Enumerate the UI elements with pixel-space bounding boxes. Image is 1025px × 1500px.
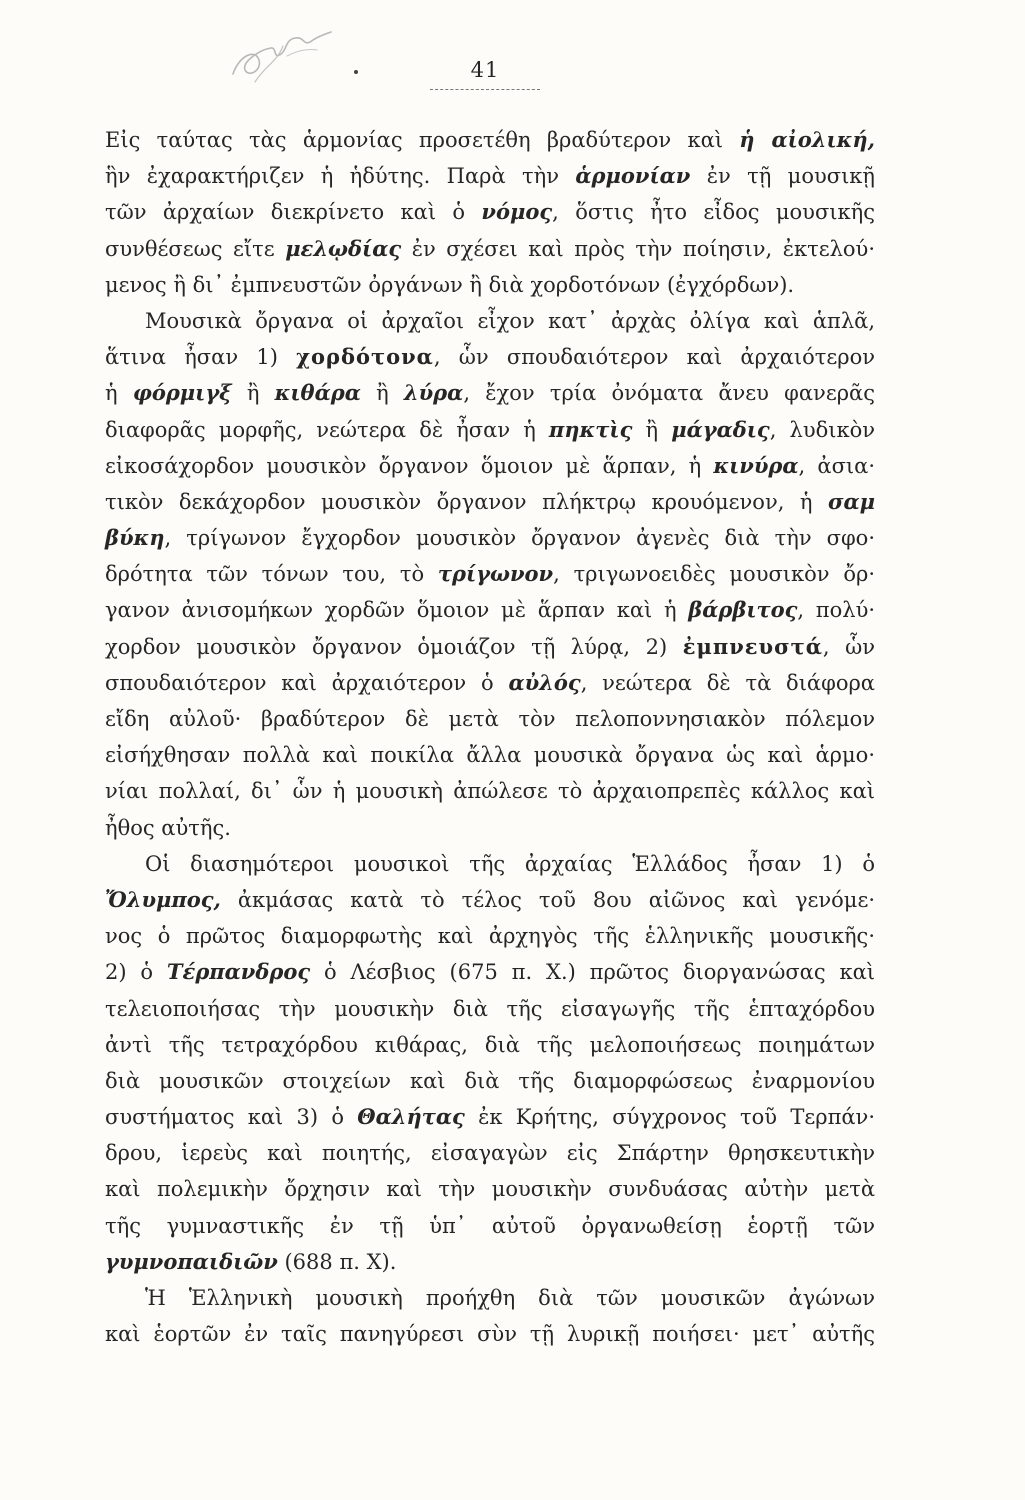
text-run: , λυδικὸν (769, 417, 875, 442)
text-run: ἢ (231, 381, 275, 406)
emphasized-term: βάρβιτος (688, 597, 798, 623)
text-run: , ἀσια· (798, 453, 875, 478)
text-run: διαφορᾶς μορφῆς, νεώτερα δὲ ἦσαν ἡ (105, 417, 549, 442)
text-line (105, 773, 875, 809)
emphasized-term: μελῳδίας (285, 235, 402, 261)
text-line (105, 375, 875, 411)
text-run: σπουδαιότερον καὶ ἀρχαιότερον ὁ (105, 670, 509, 695)
text-line (105, 1027, 875, 1063)
page-number: 41 (470, 58, 500, 82)
emphasized-term: κιθάρα (274, 380, 361, 406)
text-run: Ἡ Ἑλληνικὴ μουσικὴ προήχθη διὰ τῶν μουσικῶν ἀγώνων (145, 1286, 875, 1310)
text-line (105, 267, 875, 303)
emphasized-term: ἁρμονίαν (575, 163, 691, 189)
text-line (105, 1135, 875, 1171)
text-line (105, 629, 875, 665)
text-run: τικὸν δεκάχορδον μουσικὸν ὄργανον πλήκτρῳ κρουόμενον, ἡ (105, 489, 828, 514)
text-line (105, 954, 875, 990)
emphasized-term: χορδότονα (296, 344, 434, 370)
text-line (105, 158, 875, 194)
text-run: ἦθος αὐτῆς. (105, 815, 231, 840)
text-line (105, 448, 875, 484)
text-run: μενος ἢ δι᾽ ἐμπνευστῶν ὀργάνων ἢ διὰ χορδοτόνων (ἐγχόρδων). (105, 272, 795, 297)
text-run: δρου, ἱερεὺς καὶ ποιητής, εἰσαγαγὼν εἰς Σπάρτην θρησκευτικὴν (105, 1141, 875, 1166)
text-run: χορδον μουσικὸν ὄργανον ὁμοιάζον τῇ λύρᾳ, 2) (105, 634, 683, 659)
text-line (105, 194, 875, 230)
text-run: νος ὁ πρῶτος διαμορφωτὴς καὶ ἀρχηγὸς τῆς ἑλληνικῆς μουσικῆς· (105, 924, 875, 949)
text-line (105, 484, 875, 520)
text-run: καὶ πολεμικὴν ὄρχησιν καὶ τὴν μουσικὴν συνδυάσας αὐτὴν μετὰ (105, 1177, 875, 1202)
emphasized-term: αὐλός (508, 669, 581, 695)
text-run: δρότητα τῶν τόνων του, τὸ (105, 562, 438, 587)
text-run: τῶν ἀρχαίων διεκρίνετο καὶ ὁ (105, 200, 482, 225)
text-run: , πολύ· (797, 598, 876, 623)
text-run: καὶ ἑορτῶν ἐν ταῖς πανηγύρεσι σὺν τῇ λυρικῇ ποιήσει· μετ᾽ αὐτῆς (105, 1322, 875, 1347)
text-run: τῆς γυμναστικῆς ἐν τῇ ὑπ᾽ αὐτοῦ ὀργανωθείσῃ ἑορτῇ τῶν (105, 1213, 875, 1238)
emphasized-term: κινύρα (713, 452, 799, 478)
text-line (105, 701, 875, 737)
handwritten-signature (225, 26, 335, 96)
text-run: Οἱ διασημότεροι μουσικοὶ τῆς ἀρχαίας Ἑλλάδος ἦσαν 1) ὁ (145, 851, 875, 876)
emphasized-term: ἐμπνευστά (682, 633, 823, 659)
text-run: (688 π. Χ). (277, 1249, 397, 1274)
text-line (105, 1316, 875, 1352)
emphasized-term: φόρμιγξ (132, 380, 232, 406)
emphasized-term: Τέρπανδρος (166, 959, 311, 985)
text-run: ἅτινα ἦσαν 1) (105, 345, 297, 370)
text-run: ἐν τῇ μουσικῇ (690, 164, 876, 189)
page-number-rule (430, 89, 540, 90)
text-line (105, 1099, 875, 1135)
text-run: εἴδη αὐλοῦ· βραδύτερον δὲ μετὰ τὸν πελοποννησιακὸν πόλεμον (105, 707, 875, 731)
text-line (105, 991, 875, 1027)
text-line (105, 1063, 875, 1099)
text-line (105, 1280, 875, 1316)
text-run: Εἰς ταύτας τὰς ἁρμονίας προσετέθη βραδύτερον καὶ (105, 128, 740, 152)
emphasized-term: βύκη (105, 525, 165, 551)
emphasized-term: λύρα (403, 380, 464, 406)
text-run: , νεώτερα δὲ τὰ διάφορα (580, 670, 875, 695)
text-run: γανον ἀνισομήκων χορδῶν ὅμοιον μὲ ἅρπαν καὶ ἡ (105, 598, 689, 623)
text-run: , ὅστις ἦτο εἶδος μουσικῆς (552, 200, 875, 225)
emphasized-term: μάγαδις (671, 416, 770, 442)
text-line (105, 520, 875, 556)
text-line (105, 737, 875, 773)
text-run: , ὧν σπουδαιότερον καὶ ἀρχαιότερον (433, 345, 875, 370)
text-line (105, 1171, 875, 1207)
text-run: ἢ (632, 417, 672, 442)
text-run: , ὧν (822, 634, 875, 659)
text-run: συστήματος καὶ 3) ὁ (105, 1105, 358, 1130)
text-run: ἀντὶ τῆς τετραχόρδου κιθάρας, διὰ τῆς μελοποιήσεως ποιημάτων (105, 1032, 875, 1057)
emphasized-term: τρίγωνον (437, 561, 554, 587)
text-line (105, 592, 875, 628)
text-run: εἰσήχθησαν πολλὰ καὶ ποικίλα ἄλλα μουσικὰ ὄργανα ὡς καὶ ἁρμο· (105, 743, 875, 768)
text-run: ὁ Λέσβιος (675 π. Χ.) πρῶτος διοργανώσας καὶ (310, 960, 875, 985)
text-run: ἢ (360, 381, 404, 406)
text-line (105, 882, 875, 918)
text-run: , τρίγωνον ἔγχορδον μουσικὸν ὄργανον ἀγενὲς διὰ τὴν σφο· (164, 526, 875, 551)
text-run: ἀκμάσας κατὰ τὸ τέλος τοῦ 8ου αἰῶνος καὶ γενόμε· (220, 887, 875, 912)
text-line (105, 1244, 875, 1280)
stray-mark (354, 70, 358, 74)
text-run: , τριγωνοειδὲς μουσικὸν ὄρ· (553, 562, 875, 587)
emphasized-term: γυμνοπαιδιῶν (105, 1248, 278, 1274)
text-line (105, 556, 875, 592)
text-line (105, 339, 875, 375)
text-line (105, 665, 875, 701)
emphasized-term: ἡ αἰολική, (739, 127, 875, 152)
emphasized-term: Θαλήτας (357, 1104, 465, 1130)
text-run: ἣν ἐχαρακτήριζεν ἡ ἡδύτης. Παρὰ τὴν (105, 164, 576, 189)
text-run: Μουσικὰ ὄργανα οἱ ἀρχαῖοι εἶχον κατ᾽ ἀρχὰς ὀλίγα καὶ ἁπλᾶ, (145, 308, 875, 333)
text-run: νίαι πολλαί, δι᾽ ὧν ἡ μουσικὴ ἀπώλεσε τὸ ἀρχαιοπρεπὲς κάλλος καὶ (105, 779, 875, 804)
text-run: ἡ (105, 381, 133, 406)
text-line (105, 846, 875, 882)
text-run: εἰκοσάχορδον μουσικὸν ὄργανον ὅμοιον μὲ ἅρπαν, ἡ (105, 453, 714, 478)
text-line (105, 810, 875, 846)
emphasized-term: νόμος (481, 199, 553, 225)
emphasized-term: Ὄλυμπος, (105, 886, 221, 912)
text-run: ἐν σχέσει καὶ πρὸς τὴν ποίησιν, ἐκτελού· (401, 236, 875, 261)
text-run: 2) ὁ (105, 960, 167, 985)
text-line (105, 122, 875, 158)
body-text (105, 122, 875, 1352)
text-line (105, 1208, 875, 1244)
emphasized-term: πηκτὶς (548, 416, 633, 442)
text-run: τελειοποιήσας τὴν μουσικὴν διὰ τῆς εἰσαγωγῆς τῆς ἑπταχόρδου (105, 996, 875, 1021)
text-run: , ἔχον τρία ὀνόματα ἄνευ φανερᾶς (463, 381, 875, 406)
text-line (105, 412, 875, 448)
emphasized-term: σαμ (827, 488, 875, 514)
text-run: ἐκ Κρήτης, σύγχρονος τοῦ Τερπάν· (464, 1105, 875, 1130)
text-line (105, 918, 875, 954)
text-line (105, 231, 875, 267)
text-run: συνθέσεως εἴτε (105, 236, 286, 261)
text-line (105, 303, 875, 339)
text-run: διὰ μουσικῶν στοιχείων καὶ διὰ τῆς διαμορφώσεως ἐναρμονίου (105, 1068, 875, 1093)
